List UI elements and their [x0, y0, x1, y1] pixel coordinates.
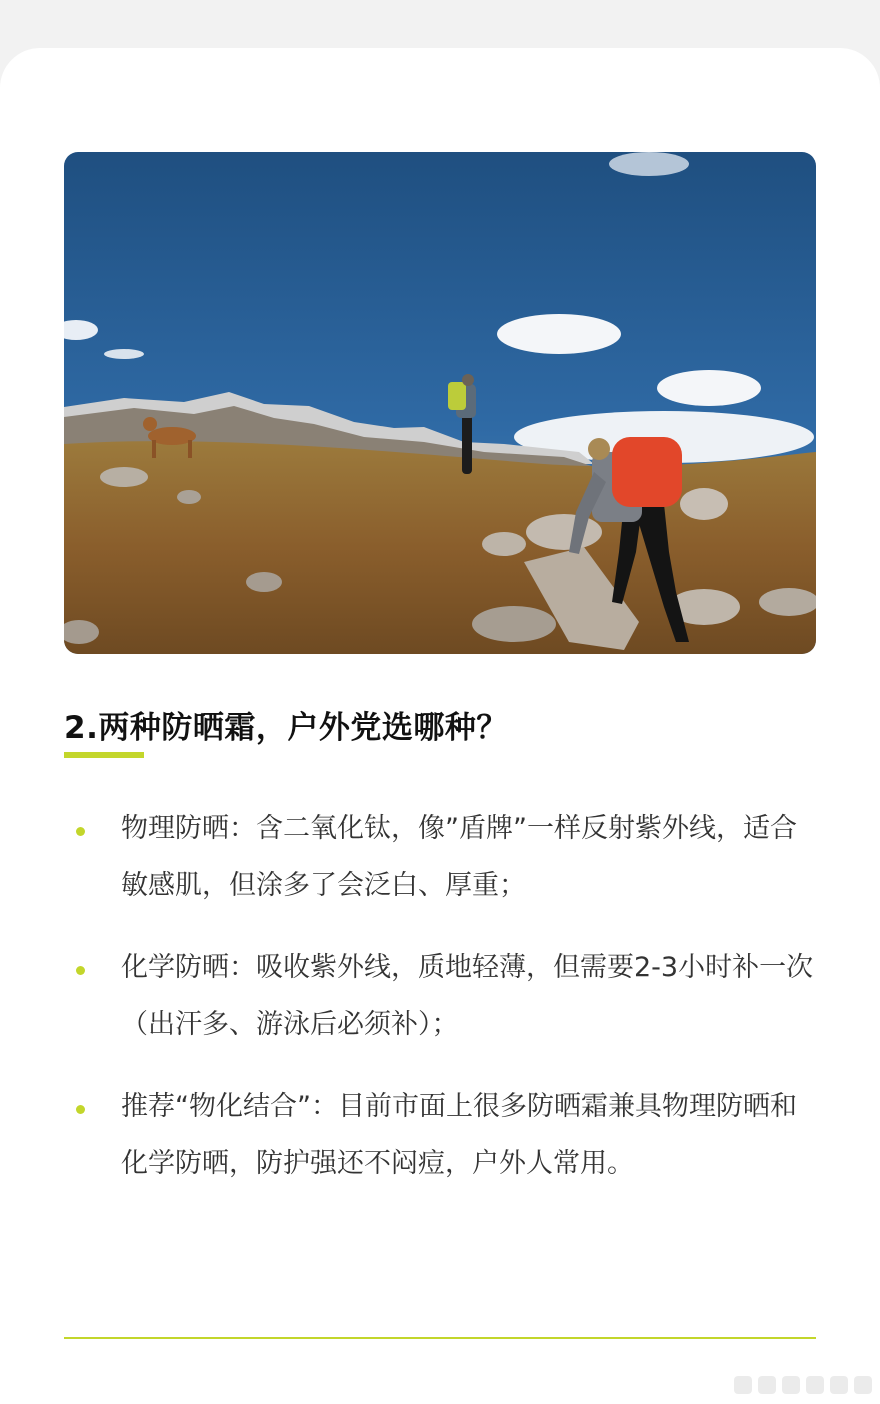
bullet-dot-icon — [76, 966, 85, 975]
hero-image — [64, 152, 816, 654]
watermark-mark — [782, 1376, 800, 1394]
list-item-physical-sunscreen — [64, 800, 816, 914]
list-item-hybrid-recommendation — [64, 1078, 816, 1192]
watermark-mark — [758, 1376, 776, 1394]
section-heading: 2.两种防晒霜，户外党选哪种？ — [64, 710, 508, 746]
bullet-dot-icon — [76, 1105, 85, 1114]
watermark-mark — [806, 1376, 824, 1394]
list-item-text: 推荐“物化结合”：目前市面上很多防晒霜兼具物理防晒和化学防晒，防护强还不闷痘，户外人常用。 — [121, 1091, 797, 1179]
list-item-text: 化学防晒：吸收紫外线，质地轻薄，但需要2-3小时补一次（出汗多、游泳后必须补）； — [121, 952, 814, 1040]
list-item-text: 物理防晒：含二氧化钛，像”盾牌”一样反射紫外线，适合敏感肌，但涂多了会泛白、厚重； — [121, 813, 797, 901]
watermark-mark — [734, 1376, 752, 1394]
watermark-mark — [854, 1376, 872, 1394]
watermark — [692, 1374, 872, 1396]
sunscreen-tips-list — [64, 800, 816, 1217]
watermark-mark — [830, 1376, 848, 1394]
footer-divider — [64, 1337, 816, 1339]
list-item-chemical-sunscreen — [64, 939, 816, 1053]
bullet-dot-icon — [76, 827, 85, 836]
heading-accent-underline — [64, 752, 144, 758]
